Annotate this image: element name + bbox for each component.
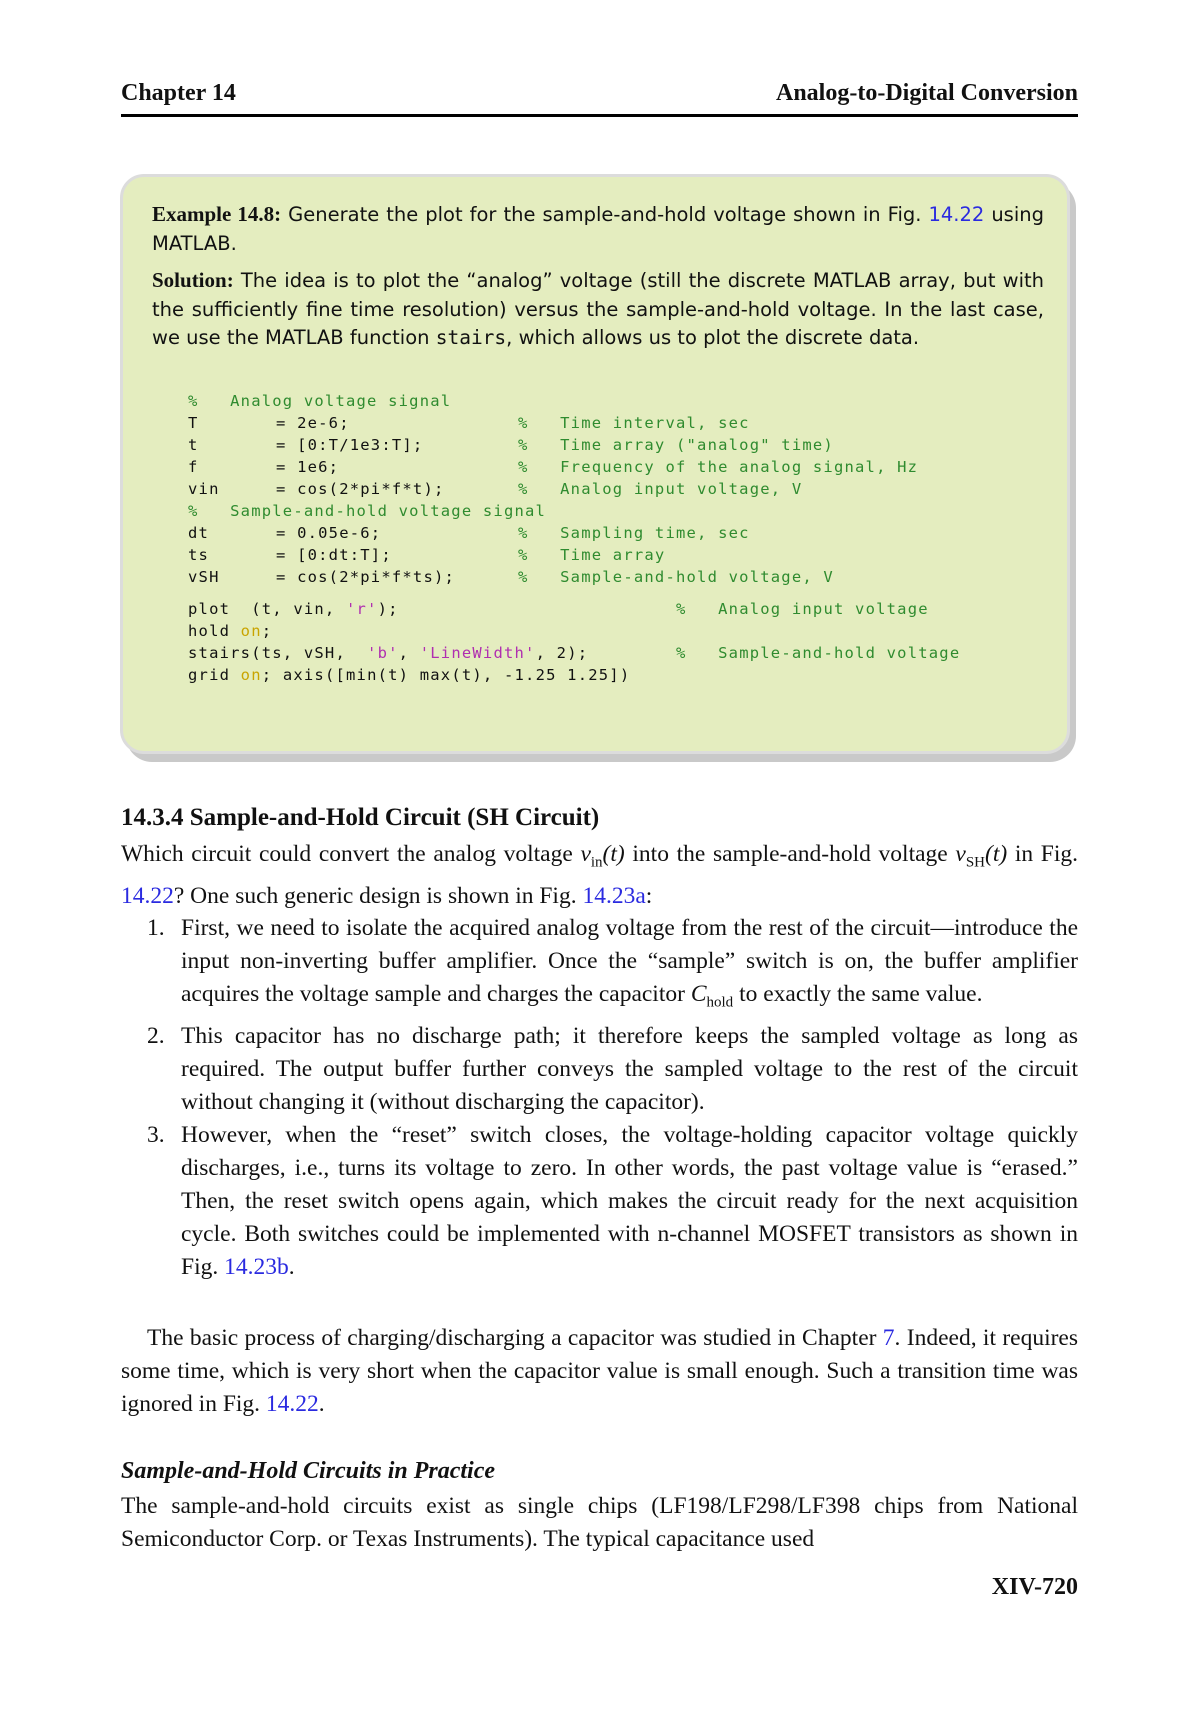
- code-line: [188, 666, 630, 688]
- intro-text: in Fig.: [1007, 841, 1078, 867]
- intro-text: Which circuit could convert the analog voltage: [121, 841, 581, 867]
- intro-text: into the sample-and-hold voltage: [624, 841, 956, 867]
- code-blank-line: [188, 590, 630, 600]
- code-expr: = 1e6;: [276, 458, 340, 476]
- list-number: 3.: [147, 1121, 165, 1148]
- code-comment: % Analog voltage signal: [188, 392, 452, 410]
- intro-text: ? One such generic design is shown in Fig.: [173, 882, 583, 909]
- paragraph-text: .: [318, 1391, 325, 1417]
- practice-text: The sample-and-hold circuits exist as single chips (LF198/LF298/LF398 chips from National Semiconductor Corp. or Texas Instruments). The typical capacitance used: [121, 1493, 1078, 1552]
- page-number: XIV-720: [991, 1574, 1078, 1600]
- example-text: [152, 200, 1044, 353]
- paragraph-text: The basic process of charging/discharging a capacitor was studied in Chapter: [147, 1325, 883, 1351]
- code-expr: = cos(2*pi*f*t);: [276, 480, 445, 498]
- intro-paragraph: [121, 838, 1078, 913]
- paragraph-text: . Indeed, it requires some time, which is very short when the capacitor value is small enough. Such a transition time was ignored in Fig.: [121, 1325, 1078, 1417]
- vin-subscript: in: [590, 854, 603, 871]
- vsh-subscript: SH: [965, 854, 985, 871]
- code-line: [188, 502, 630, 524]
- code-text: , 2);: [535, 644, 589, 662]
- section-intro: [121, 838, 1078, 913]
- code-expr: = [0:dt:T];: [276, 546, 392, 564]
- code-line: [188, 480, 803, 502]
- example-prompt-end: using MATLAB.: [152, 203, 1044, 255]
- code-var: vSH: [188, 568, 220, 586]
- code-var: f: [188, 458, 199, 476]
- code-comment: % Analog input voltage, V: [518, 480, 803, 498]
- code-line: [188, 644, 961, 666]
- fig-link-14-22[interactable]: 14.22: [121, 882, 174, 909]
- intro-text: :: [645, 882, 653, 909]
- list-item: [121, 1020, 1078, 1119]
- list-number: 2.: [147, 1022, 165, 1049]
- solution-label: Solution:: [152, 268, 234, 292]
- subsection-heading: Sample-and-Hold Circuits in Practice: [121, 1458, 496, 1484]
- fig-link-14-22[interactable]: 14.22: [265, 1391, 319, 1417]
- list-text: to exactly the same value.: [733, 981, 983, 1007]
- code-keyword: on: [240, 622, 262, 640]
- code-var: t: [188, 436, 199, 454]
- fig-link-14-23a[interactable]: 14.23a: [582, 882, 646, 909]
- code-comment: % Sampling time, sec: [518, 524, 750, 542]
- code-line: [188, 600, 929, 622]
- code-text: grid: [188, 666, 241, 684]
- code-comment: % Sample-and-hold voltage, V: [518, 568, 834, 586]
- code-string: 'r': [345, 600, 378, 618]
- code-keyword: on: [240, 666, 262, 684]
- code-comment: % Time interval, sec: [518, 414, 750, 432]
- list-text: However, when the “reset” switch closes, the voltage-holding capacitor voltage quickly discharges, i.e., turns its voltage to zero. In other words, the past voltage value is “erased.” Then, the reset switch opens again, which makes the circuit ready for the next acquisition cycle. Both switches could be implemented with n-channel MOSFET transistors as shown in Fig.: [181, 1121, 1078, 1280]
- fig-link-14-23b[interactable]: 14.23b: [224, 1253, 289, 1280]
- chapter-label: Chapter 14: [121, 80, 236, 106]
- code-comment: % Sample-and-hold voltage signal: [188, 502, 547, 520]
- code-var: dt: [188, 524, 210, 542]
- code-text: hold: [188, 622, 241, 640]
- code-expr: = 2e-6;: [276, 414, 350, 432]
- running-header: [121, 80, 1078, 112]
- code-text: );: [377, 600, 399, 618]
- charging-paragraph: [121, 1322, 1078, 1421]
- list-item: [121, 912, 1078, 1020]
- code-var: vin: [188, 480, 220, 498]
- code-expr: = cos(2*pi*f*ts);: [276, 568, 456, 586]
- code-text: plot (t, vin,: [188, 600, 346, 618]
- code-string: 'LineWidth': [419, 644, 536, 662]
- code-var: ts: [188, 546, 210, 564]
- code-line: [188, 524, 750, 546]
- vsh-symbol: v: [955, 841, 966, 867]
- vin-arg: (t): [602, 841, 625, 867]
- fig-link-14-22[interactable]: 14.22: [928, 203, 985, 226]
- practice-paragraph: [121, 1490, 1078, 1556]
- code-comment: % Time array: [518, 546, 666, 564]
- list-number: 1.: [147, 915, 165, 941]
- list-item: [121, 1119, 1078, 1284]
- example-prompt-text: Generate the plot for the sample-and-hold voltage shown in Fig.: [288, 203, 922, 226]
- header-rule: [121, 114, 1078, 117]
- function-name: stairs: [435, 326, 507, 349]
- code-line: [188, 392, 630, 414]
- code-comment: % Time array ("analog" time): [518, 436, 834, 454]
- solution-end: , which allows us to plot the discrete data.: [506, 326, 920, 349]
- chapter-title: Analog-to-Digital Conversion: [776, 80, 1078, 106]
- list-text: First, we need to isolate the acquired analog voltage from the rest of the circuit—introduce the input non-inverting buffer amplifier. Once the “sample” switch is on, the buffer amplifier acquires the voltage sample and charges the capacitor: [181, 915, 1078, 1007]
- code-text: ,: [398, 644, 420, 662]
- solution-paragraph: [152, 266, 1044, 353]
- code-comment: % Frequency of the analog signal, Hz: [518, 458, 919, 476]
- matlab-code: [188, 392, 961, 688]
- section-title: 14.3.4 Sample-and-Hold Circuit (SH Circuit): [121, 804, 600, 831]
- code-line: [188, 414, 750, 436]
- chapter-link-7[interactable]: 7: [882, 1325, 895, 1351]
- steps-list-container: [121, 912, 1078, 1284]
- code-comment: % Analog input voltage: [676, 600, 929, 618]
- example-label: Example 14.8:: [152, 202, 282, 226]
- paragraph: [121, 1322, 1078, 1421]
- vin-symbol: v: [580, 841, 591, 867]
- chold-subscript: hold: [706, 994, 734, 1011]
- chold-symbol: C: [690, 981, 707, 1007]
- code-text: ;: [261, 622, 273, 640]
- list-text: .: [288, 1253, 295, 1280]
- vsh-arg: (t): [985, 841, 1008, 867]
- code-text: stairs(ts, vSH,: [188, 644, 368, 662]
- code-expr: = 0.05e-6;: [276, 524, 382, 542]
- code-expr: = [0:T/1e3:T];: [276, 436, 424, 454]
- code-text: ; axis([min(t) max(t), -1.25 1.25]): [261, 666, 631, 684]
- code-comment: % Sample-and-hold voltage: [676, 644, 961, 662]
- steps-list: [121, 912, 1078, 1284]
- code-line: [188, 458, 919, 480]
- code-line: [188, 568, 834, 590]
- code-line: [188, 436, 834, 458]
- list-text: This capacitor has no discharge path; it therefore keeps the sampled voltage as long as required. The output buffer further conveys the sampled voltage to the rest of the circuit without changing it (without discharging the capacitor).: [181, 1022, 1078, 1115]
- solution-text: The idea is to plot the “analog” voltage (still the discrete MATLAB array, but with the sufficiently fine time resolution) versus the sample-and-hold voltage. In the last case, we use the MATLAB function: [152, 269, 1045, 349]
- code-line: [188, 546, 666, 568]
- code-string: 'b': [367, 644, 399, 662]
- code-line: [188, 622, 630, 644]
- code-var: T: [188, 414, 199, 432]
- example-prompt: [152, 200, 1044, 258]
